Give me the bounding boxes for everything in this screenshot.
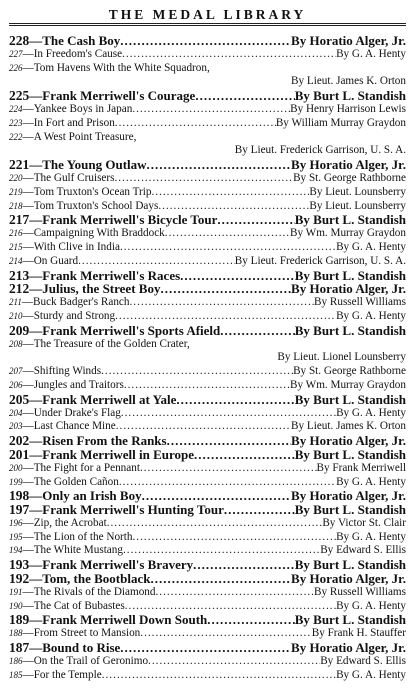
entry-number: 226 [9,62,23,73]
list-item [9,558,406,572]
list-item [9,62,406,76]
leader-dots [120,241,336,255]
list-item [9,296,406,310]
entry-title: —Frank Merriwell's Hunting Tour [29,502,224,518]
entry-number: 194 [9,545,23,556]
entry-author: By Horatio Alger, Jr. [291,433,406,449]
entry-title: —Frank Merriwell's Sports Afield [29,322,221,338]
entry-author: By Horatio Alger, Jr. [291,33,406,48]
leader-dots [132,103,290,117]
list-item [9,310,406,324]
entry-title: —Frank Merriwell's Races [29,267,181,283]
entry-title: —The Cat of Bubastes [22,599,125,612]
entry-author: By Lieut. Lounsberry [309,199,406,212]
entry-author: By G. A. Henty [336,530,406,543]
entry-title: —The Fight for a Pennant [22,461,140,474]
entry-number: 191 [9,586,23,597]
entry-author: By Horatio Alger, Jr. [291,281,406,297]
leader-dots [125,600,336,614]
list-item [9,172,406,186]
leader-dots [193,558,295,572]
entry-title: —Sturdy and Strong [22,309,116,322]
leader-dots [140,462,317,476]
entry-author: By Henry Harrison Lewis [290,102,406,115]
list-item [9,476,406,490]
entry-author: By Burt L. Standish [294,612,406,628]
leader-dots [78,255,235,269]
leader-dots [116,420,291,434]
leader-dots [176,393,294,407]
leader-dots [142,489,291,503]
list-item [9,34,406,48]
entry-number: 188 [9,628,23,639]
entry-author: By Lieut. Lounsberry [309,185,406,198]
entry-author: By Burt L. Standish [294,212,406,228]
list-item [9,586,406,600]
leader-dots [194,448,295,462]
list-item [9,282,406,296]
list-item [9,131,406,145]
leader-dots [158,200,309,214]
title-list [9,34,406,682]
entry-number: 199 [9,476,23,487]
list-item [9,517,406,531]
list-item [9,213,406,227]
entry-title: —Frank Merriwell's Bicycle Tour [29,212,218,228]
entry-author: By G. A. Henty [336,668,406,681]
page-header: THE MEDAL LIBRARY [108,7,307,22]
entry-author: By Burt L. Standish [294,267,406,283]
entry-number: 221 [9,157,30,173]
entry-title: —Julius, the Street Boy [29,281,161,297]
entry-author: By G. A. Henty [336,240,406,253]
entry-number: 203 [9,421,23,432]
leader-dots [102,669,336,683]
list-item [9,227,406,241]
leader-dots [207,613,294,627]
entry-title: —Frank Merriwell's Bravery [29,557,194,573]
entry-number: 200 [9,462,23,473]
leader-dots [160,282,291,296]
entry-author: By G. A. Henty [336,47,406,60]
leader-dots [195,89,294,103]
entry-title: —Tom Havens With the White Squadron, [22,61,210,74]
list-item [9,420,406,434]
list-item [9,434,406,448]
entry-title: —For the Temple [22,668,102,681]
list-item [9,324,406,338]
entry-author: By Lieut. James K. Orton [291,420,406,433]
header-divider [9,23,406,26]
leader-dots [120,641,291,655]
list-item [9,613,406,627]
entry-number: 223 [9,117,23,128]
list-item [9,448,406,462]
entry-title: —In Freedom's Cause [22,47,123,60]
entry-author: By Frank H. Stauffer [311,627,406,640]
leader-dots [224,503,295,517]
entry-author: By Edward S. Ellis [320,544,406,557]
entry-author: By Burt L. Standish [294,322,406,338]
entry-author: By Horatio Alger, Jr. [291,157,406,173]
list-item [9,669,406,683]
entry-number: 222 [9,131,23,142]
list-item [9,462,406,476]
entry-title: —The Cash Boy [29,33,121,48]
leader-dots [121,407,336,421]
entry-number: 202 [9,433,30,449]
list-item [9,255,406,269]
entry-title: —A West Point Treasure, [22,130,137,143]
entry-title: —In Fort and Prison [22,116,115,129]
entry-author: By St. George Rathborne [293,365,406,378]
list-item [9,572,406,586]
leader-dots [147,158,292,172]
entry-number: 201 [9,446,30,462]
leader-dots [101,365,293,379]
entry-number: 218 [9,200,23,211]
list-item [9,489,406,503]
leader-dots [114,172,293,186]
entry-number: 209 [9,322,30,338]
list-item [9,48,406,62]
list-item [9,365,406,379]
entry-number: 192 [9,571,30,587]
entry-title: —Risen From the Ranks [29,433,167,449]
author-continuation-line [9,144,406,158]
entry-title: —Shifting Winds [22,365,102,378]
leader-dots [150,572,291,586]
entry-author: By Russell Williams [314,296,406,309]
leader-dots [115,310,336,324]
leader-dots [122,48,336,62]
leader-dots [148,655,320,669]
entry-title: —The Treasure of the Golden Crater, [22,337,190,350]
entry-number: 225 [9,88,30,104]
list-item [9,200,406,214]
leader-dots [165,227,290,241]
entry-title: —Frank Merriwell in Europe [29,446,195,462]
entry-title: —Yankee Boys in Japan [22,102,133,115]
list-item [9,531,406,545]
entry-title: —The Rivals of the Diamond [22,585,156,598]
entry-author: By Horatio Alger, Jr. [291,640,406,656]
entry-author: By Lieut. Frederick Garrison, U. S. A. [234,144,406,157]
leader-dots [220,324,294,338]
entry-number: 198 [9,488,30,504]
list-item [9,627,406,641]
entry-author: By Burt L. Standish [294,88,406,104]
entry-author: By Frank Merriwell [316,461,406,474]
entry-number: 219 [9,186,23,197]
entry-number: 210 [9,310,23,321]
entry-number: 207 [9,366,23,377]
entry-number: 208 [9,338,23,349]
leader-dots [167,434,291,448]
entry-title: —The Gulf Cruisers [22,171,115,184]
entry-author: By Lieut. Lionel Lounsberry [277,351,406,364]
entry-number: 228 [9,33,30,48]
entry-author: By Lieut. Frederick Garrison, U. S. A. [234,254,406,267]
entry-title: —The White Mustang [22,544,123,557]
list-item [9,503,406,517]
entry-author: By Edward S. Ellis [320,654,406,667]
entry-title: —Tom, the Bootblack [29,571,151,587]
list-item [9,641,406,655]
list-item [9,158,406,172]
list-item [9,89,406,103]
entry-number: 197 [9,502,30,518]
entry-number: 189 [9,612,30,628]
entry-number: 211 [9,297,22,308]
entry-title: —The Young Outlaw [29,157,147,173]
list-item [9,338,406,352]
leader-dots [124,379,290,393]
leader-dots [140,627,311,641]
author-continuation-line [9,75,406,89]
entry-number: 227 [9,48,23,59]
entry-author: By Lieut. James K. Orton [291,75,406,88]
entry-author: By Burt L. Standish [294,446,406,462]
author-continuation-line [9,351,406,365]
entry-author: By Horatio Alger, Jr. [291,571,406,587]
entry-author: By William Murray Graydon [275,116,406,129]
leader-dots [115,117,276,131]
leader-dots [119,476,336,490]
entry-author: By G. A. Henty [336,309,406,322]
entry-author: By Horatio Alger, Jr. [291,488,406,504]
list-item [9,117,406,131]
entry-title: —Frank Merriwell's Courage [29,88,196,104]
leader-dots [120,34,291,48]
entry-number: 217 [9,212,30,228]
leader-dots [155,586,314,600]
entry-author: By Burt L. Standish [294,557,406,573]
entry-title: —Bound to Rise [29,640,121,656]
leader-dots [130,296,315,310]
leader-dots [180,269,295,283]
entry-author: By Burt L. Standish [294,391,406,407]
list-item [9,379,406,393]
entry-title: —Campaigning With Braddock [22,227,165,240]
leader-dots [133,531,337,545]
entry-number: 185 [9,669,23,680]
list-item [9,103,406,117]
entry-title: —With Clive in India [22,240,120,253]
entry-author: By Wm. Murray Graydon [290,227,406,240]
entry-title: —Buck Badger's Ranch [21,296,130,309]
entry-author: By G. A. Henty [336,406,406,419]
entry-number: 215 [9,241,23,252]
entry-author: By Victor St. Clair [322,516,406,529]
list-item [9,269,406,283]
entry-number: 224 [9,103,23,114]
entry-number: 187 [9,640,30,656]
entry-number: 205 [9,391,30,407]
entry-author: By Burt L. Standish [294,502,406,518]
entry-author: By Russell Williams [314,585,406,598]
entry-number: 220 [9,172,23,183]
entry-number: 193 [9,557,30,573]
entry-number: 212 [9,281,30,297]
entry-title: —From Street to Mansion [22,627,141,640]
entry-title: —The Golden Cañon [22,475,119,488]
list-item [9,407,406,421]
entry-number: 204 [9,407,23,418]
entry-title: —The Lion of the North [22,530,133,543]
list-item [9,544,406,558]
list-item [9,241,406,255]
entry-title: —Under Drake's Flag [22,406,121,419]
leader-dots [123,544,320,558]
entry-title: —Zip, the Acrobat [22,516,107,529]
entry-number: 195 [9,531,23,542]
leader-dots [217,213,294,227]
list-item [9,600,406,614]
entry-author: By G. A. Henty [336,475,406,488]
entry-title: —Jungles and Traitors [22,378,124,391]
entry-title: —Frank Merriwell Down South [29,612,208,628]
entry-author: By St. George Rathborne [293,171,406,184]
entry-number: 206 [9,379,23,390]
list-item [9,186,406,200]
leader-dots [107,517,323,531]
entry-number: 196 [9,517,23,528]
list-item [9,393,406,407]
entry-number: 186 [9,655,23,666]
entry-author: By G. A. Henty [336,599,406,612]
entry-title: —On Guard [22,254,79,267]
entry-title: —Tom Truxton's School Days [22,199,159,212]
entry-title: —On the Trail of Geronimo [22,654,149,667]
entry-title: —Last Chance Mine [22,420,116,433]
leader-dots [151,186,309,200]
entry-number: 216 [9,228,23,239]
entry-number: 214 [9,255,23,266]
entry-title: —Tom Truxton's Ocean Trip [22,185,152,198]
entry-number: 213 [9,267,30,283]
entry-number: 190 [9,600,23,611]
entry-title: —Frank Merriwell at Yale [29,391,177,407]
list-item [9,655,406,669]
entry-title: —Only an Irish Boy [29,488,142,504]
entry-author: By Wm. Murray Graydon [290,378,406,391]
